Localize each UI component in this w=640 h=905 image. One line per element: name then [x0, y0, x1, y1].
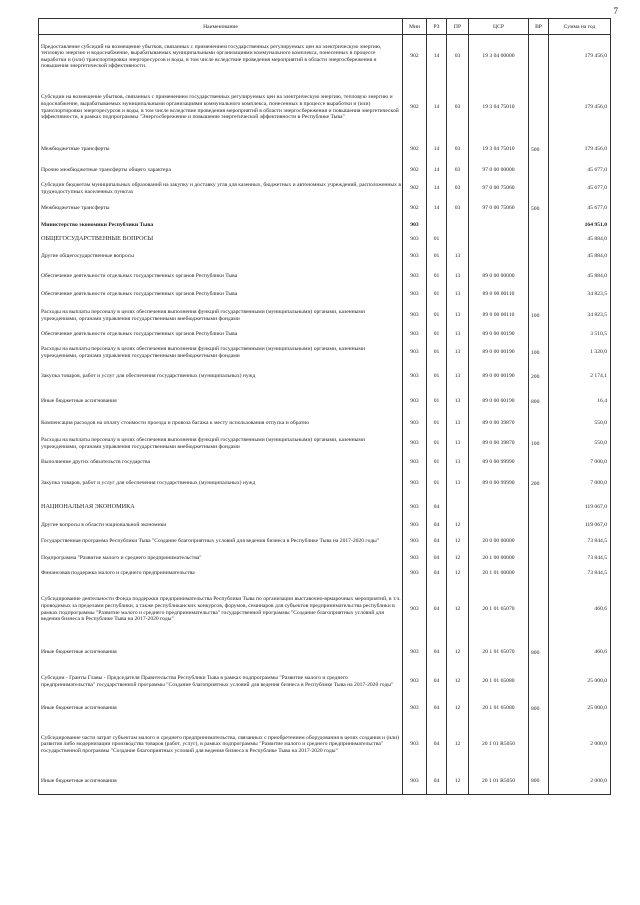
cell-rz: 04 [427, 519, 447, 533]
cell-vr: 800 [529, 697, 549, 721]
cell-min: 903 [403, 697, 427, 721]
cell-name: НАЦИОНАЛЬНАЯ ЭКОНОМИКА [39, 497, 403, 519]
cell-rz: 01 [427, 341, 447, 365]
cell-min: 903 [403, 497, 427, 519]
cell-vr [529, 519, 549, 533]
table-row [39, 163, 611, 179]
cell-csr [469, 497, 529, 519]
header-sum: Сумма на год [549, 19, 611, 35]
cell-pr: 12 [447, 551, 469, 567]
cell-rz: 04 [427, 697, 447, 721]
cell-sum: 7 000,0 [549, 455, 611, 471]
cell-csr: 19 3 04 75010 [469, 137, 529, 163]
cell-name: Межбюджетные трансферты [39, 199, 403, 219]
cell-vr [529, 329, 549, 341]
cell-sum: 45 884,0 [549, 247, 611, 267]
cell-pr: 13 [447, 329, 469, 341]
cell-sum: 179 456,0 [549, 35, 611, 79]
cell-rz: 01 [427, 415, 447, 433]
cell-vr: 100 [529, 303, 549, 329]
cell-sum: 164 951,0 [549, 219, 611, 233]
cell-name: Прочие межбюджетные трансферты общего характера [39, 163, 403, 179]
cell-rz: 14 [427, 137, 447, 163]
budget-table [38, 18, 611, 795]
cell-sum: 3 510,5 [549, 329, 611, 341]
table-row [39, 433, 611, 455]
cell-csr: 89 0 00 99990 [469, 471, 529, 497]
cell-rz [427, 219, 447, 233]
page-number: 7 [613, 6, 618, 16]
cell-pr: 13 [447, 303, 469, 329]
cell-vr [529, 79, 549, 137]
table-header-row [39, 19, 611, 35]
cell-min: 902 [403, 35, 427, 79]
header-rz: РЗ [427, 19, 447, 35]
table-row [39, 35, 611, 79]
cell-name: Иные бюджетные ассигнования [39, 639, 403, 667]
cell-csr: 97 0 00 75060 [469, 179, 529, 199]
cell-pr: 13 [447, 389, 469, 415]
cell-vr: 200 [529, 471, 549, 497]
cell-min: 903 [403, 365, 427, 389]
cell-rz: 04 [427, 721, 447, 769]
cell-csr [469, 247, 529, 267]
cell-csr: 89 0 00 00110 [469, 287, 529, 303]
header-name: Наименование [39, 19, 403, 35]
cell-min: 903 [403, 433, 427, 455]
cell-rz: 01 [427, 471, 447, 497]
cell-vr [529, 721, 549, 769]
cell-vr [529, 533, 549, 551]
cell-csr: 20 1 01 65070 [469, 581, 529, 639]
cell-name: Субсидии - Гранты Главы - Председателя Правительства Республики Тыва в рамках подпрограммы "Развитие малого и среднего предпринимательства" государственной программы "Создание благоприятных условий для ведения бизнеса в Республике Тыва на 2017-2020 годы" [39, 667, 403, 697]
cell-sum: 34 823,5 [549, 287, 611, 303]
cell-rz: 14 [427, 79, 447, 137]
cell-name: Расходы на выплаты персоналу в целях обеспечения выполнения функций государственными (муниципальными) органами, казенными учреждениями, органами управления государственными внебюджетными фондами [39, 341, 403, 365]
header-vr: ВР [529, 19, 549, 35]
table-row [39, 639, 611, 667]
cell-rz: 14 [427, 35, 447, 79]
cell-min: 903 [403, 341, 427, 365]
cell-pr [447, 233, 469, 247]
cell-vr: 200 [529, 365, 549, 389]
cell-name: ОБЩЕГОСУДАРСТВЕННЫЕ ВОПРОСЫ [39, 233, 403, 247]
cell-sum: 119 067,0 [549, 519, 611, 533]
cell-name: Субсидирование деятельности Фонда поддержки предпринимательства Республики Тыва по организации выставочно-ярмарочных мероприятий, в т.ч. проводимых за пределами республики, а также республиканских конкурсов, форумов, семинаров для субъектов предпринимательства республики в рамках подпрограммы "Развитие малого и среднего предпринимательства" государственной программы "Создание благоприятных условий для ведения бизнеса в Республике Тыва на 2017-2020 годы" [39, 581, 403, 639]
cell-sum: 1 320,0 [549, 341, 611, 365]
table-row [39, 567, 611, 581]
cell-min: 903 [403, 267, 427, 287]
cell-sum: 2 000,0 [549, 721, 611, 769]
cell-vr: 800 [529, 769, 549, 795]
cell-vr [529, 415, 549, 433]
cell-rz: 04 [427, 567, 447, 581]
table-row [39, 769, 611, 795]
cell-min: 903 [403, 415, 427, 433]
cell-min: 903 [403, 567, 427, 581]
cell-vr [529, 163, 549, 179]
cell-rz: 04 [427, 639, 447, 667]
cell-vr [529, 455, 549, 471]
cell-rz: 14 [427, 179, 447, 199]
cell-min: 903 [403, 551, 427, 567]
table-row [39, 233, 611, 247]
table-row [39, 267, 611, 287]
cell-csr: 89 0 00 39870 [469, 415, 529, 433]
cell-rz: 01 [427, 247, 447, 267]
cell-sum: 25 000,0 [549, 667, 611, 697]
cell-name: Иные бюджетные ассигнования [39, 769, 403, 795]
cell-rz: 01 [427, 389, 447, 415]
cell-csr: 89 0 00 00190 [469, 341, 529, 365]
cell-pr: 03 [447, 137, 469, 163]
cell-pr: 12 [447, 721, 469, 769]
cell-csr: 89 0 00 00000 [469, 267, 529, 287]
cell-vr [529, 219, 549, 233]
cell-min: 903 [403, 219, 427, 233]
cell-csr: 20 1 01 65080 [469, 667, 529, 697]
cell-rz: 04 [427, 667, 447, 697]
cell-vr: 100 [529, 341, 549, 365]
cell-rz: 04 [427, 533, 447, 551]
cell-min: 903 [403, 247, 427, 267]
cell-csr: 20 1 01 R5050 [469, 721, 529, 769]
cell-pr: 13 [447, 287, 469, 303]
table-row [39, 79, 611, 137]
cell-csr: 20 0 00 00000 [469, 533, 529, 551]
cell-name: Компенсация расходов на оплату стоимости проезда и провоза багажа к месту использования отпуска и обратно [39, 415, 403, 433]
cell-name: Другие вопросы в области национальной экономики [39, 519, 403, 533]
cell-csr: 89 0 00 99990 [469, 455, 529, 471]
cell-min: 903 [403, 519, 427, 533]
cell-pr: 03 [447, 163, 469, 179]
cell-pr: 03 [447, 79, 469, 137]
cell-min: 903 [403, 389, 427, 415]
cell-sum: 179 456,0 [549, 79, 611, 137]
cell-sum: 7 000,0 [549, 471, 611, 497]
cell-sum: 119 067,0 [549, 497, 611, 519]
cell-pr: 12 [447, 667, 469, 697]
cell-sum: 45 884,0 [549, 267, 611, 287]
cell-min: 902 [403, 199, 427, 219]
cell-csr: 89 0 00 39870 [469, 433, 529, 455]
cell-vr: 500 [529, 137, 549, 163]
cell-sum: 2 174,1 [549, 365, 611, 389]
header-pr: ПР [447, 19, 469, 35]
cell-pr: 12 [447, 533, 469, 551]
cell-name: Государственная программа Республики Тыва "Создание благоприятных условий для ведения бизнеса в Республике Тыва на 2017-2020 годы" [39, 533, 403, 551]
cell-name: Обеспечение деятельности отдельных государственных органов Республики Тыва [39, 267, 403, 287]
cell-vr [529, 233, 549, 247]
cell-pr: 13 [447, 415, 469, 433]
cell-pr: 13 [447, 247, 469, 267]
table-row [39, 697, 611, 721]
cell-vr [529, 287, 549, 303]
cell-min: 903 [403, 667, 427, 697]
cell-name: Обеспечение деятельности отдельных государственных органов Республики Тыва [39, 329, 403, 341]
cell-name: Расходы на выплаты персоналу в целях обеспечения выполнения функций государственными (муниципальными) органами, казенными учреждениями, органами управления государственными внебюджетными фондами [39, 433, 403, 455]
cell-rz: 14 [427, 199, 447, 219]
cell-name: Финансовая поддержка малого и среднего предпринимательства [39, 567, 403, 581]
table-row [39, 721, 611, 769]
cell-pr: 13 [447, 365, 469, 389]
cell-sum: 460,6 [549, 639, 611, 667]
cell-csr: 20 1 01 65070 [469, 639, 529, 667]
cell-vr [529, 267, 549, 287]
cell-pr: 13 [447, 267, 469, 287]
table-row [39, 497, 611, 519]
cell-rz: 14 [427, 163, 447, 179]
table-row [39, 303, 611, 329]
cell-name: Закупка товаров, работ и услуг для обеспечения государственных (муниципальных) нужд [39, 365, 403, 389]
cell-name: Выполнение других обязательств государства [39, 455, 403, 471]
cell-rz: 01 [427, 233, 447, 247]
cell-min: 903 [403, 769, 427, 795]
cell-csr: 97 0 00 75060 [469, 199, 529, 219]
cell-pr: 03 [447, 35, 469, 79]
cell-vr: 100 [529, 433, 549, 455]
table-row [39, 471, 611, 497]
table-row [39, 519, 611, 533]
cell-csr: 19 3 04 75010 [469, 79, 529, 137]
cell-rz: 04 [427, 769, 447, 795]
cell-name: Субсидии на возмещение убытков, связанных с применением государственных регулируемых цен на электрическую энергию, тепловую энергию и водоснабжение, вырабатываемых муниципальными организациями коммунального комплекса, понесенных в процессе выработки и (или) транспортировки энергоресурсов и воды, в том числе вследствие проведения мероприятий в области энергосбережения и повышения энергетической эффективности, в рамках подпрограммы "Энергосбережение и повышение энергетической эффективности в Республике Тыва" [39, 79, 403, 137]
table-row [39, 551, 611, 567]
cell-min: 902 [403, 79, 427, 137]
cell-min: 903 [403, 287, 427, 303]
header-min: Мин [403, 19, 427, 35]
cell-vr: 800 [529, 389, 549, 415]
table-row [39, 389, 611, 415]
cell-sum: 550,0 [549, 415, 611, 433]
cell-rz: 04 [427, 551, 447, 567]
cell-vr [529, 35, 549, 79]
cell-rz: 04 [427, 581, 447, 639]
cell-pr: 12 [447, 697, 469, 721]
cell-csr [469, 233, 529, 247]
cell-name: Закупка товаров, работ и услуг для обеспечения государственных (муниципальных) нужд [39, 471, 403, 497]
cell-sum: 550,0 [549, 433, 611, 455]
cell-sum: 73 844,5 [549, 533, 611, 551]
cell-sum: 25 000,0 [549, 697, 611, 721]
cell-min: 903 [403, 455, 427, 471]
cell-rz: 01 [427, 329, 447, 341]
cell-rz: 04 [427, 497, 447, 519]
cell-name: Субсидирование части затрат субъектам малого и среднего предпринимательства, связанных с приобретением оборудования в целях создания и (или) развития либо модернизации производства товаров (работ, услуг), в рамках подпрограммы "Развитие малого и среднего предпринимательства" государственной программы "Создание благоприятных условий для ведения бизнеса в Республике Тыва на 2017-2020 годы" [39, 721, 403, 769]
cell-pr: 03 [447, 179, 469, 199]
table-row [39, 137, 611, 163]
cell-rz: 01 [427, 287, 447, 303]
table-row [39, 329, 611, 341]
cell-pr: 12 [447, 567, 469, 581]
cell-vr [529, 247, 549, 267]
cell-sum: 45 884,0 [549, 233, 611, 247]
cell-rz: 01 [427, 267, 447, 287]
cell-pr: 13 [447, 341, 469, 365]
cell-min: 903 [403, 533, 427, 551]
cell-csr: 20 1 01 00000 [469, 567, 529, 581]
table-row [39, 581, 611, 639]
cell-rz: 01 [427, 365, 447, 389]
table-row [39, 199, 611, 219]
cell-csr: 20 1 01 65080 [469, 697, 529, 721]
cell-name: Обеспечение деятельности отдельных государственных органов Республики Тыва [39, 287, 403, 303]
cell-csr [469, 519, 529, 533]
cell-pr: 12 [447, 581, 469, 639]
cell-min: 903 [403, 303, 427, 329]
cell-min: 902 [403, 137, 427, 163]
cell-pr: 12 [447, 769, 469, 795]
cell-min: 903 [403, 233, 427, 247]
cell-sum: 45 677,0 [549, 199, 611, 219]
cell-pr: 13 [447, 433, 469, 455]
cell-csr: 20 1 00 00000 [469, 551, 529, 567]
cell-min: 903 [403, 721, 427, 769]
cell-rz: 01 [427, 455, 447, 471]
header-csr: ЦСР [469, 19, 529, 35]
cell-sum: 73 844,5 [549, 551, 611, 567]
cell-name: Расходы на выплаты персоналу в целях обеспечения выполнения функций государственными (муниципальными) органами, казенными учреждениями, органами управления государственными внебюджетными фондами [39, 303, 403, 329]
cell-vr: 800 [529, 639, 549, 667]
cell-name: Другие общегосударственные вопросы [39, 247, 403, 267]
cell-min: 903 [403, 471, 427, 497]
cell-sum: 34 823,5 [549, 303, 611, 329]
table-row [39, 341, 611, 365]
table-row [39, 533, 611, 551]
cell-vr [529, 497, 549, 519]
cell-sum: 179 456,0 [549, 137, 611, 163]
cell-min: 902 [403, 163, 427, 179]
cell-rz: 01 [427, 303, 447, 329]
cell-sum: 2 000,0 [549, 769, 611, 795]
cell-csr: 89 0 00 00110 [469, 303, 529, 329]
table-row [39, 179, 611, 199]
cell-csr: 20 1 01 R5050 [469, 769, 529, 795]
cell-name: Субсидии бюджетам муниципальных образований на закупку и доставку угля для казенных, бюджетных и автономных учреждений, расположенных в труднодоступных населенных пунктах [39, 179, 403, 199]
cell-sum: 45 677,0 [549, 179, 611, 199]
table-row [39, 455, 611, 471]
table-row [39, 219, 611, 233]
table-row [39, 247, 611, 267]
cell-sum: 45 677,0 [549, 163, 611, 179]
cell-csr: 89 0 00 00190 [469, 389, 529, 415]
cell-name: Иные бюджетные ассигнования [39, 389, 403, 415]
cell-vr [529, 551, 549, 567]
cell-sum: 73 844,5 [549, 567, 611, 581]
cell-vr [529, 179, 549, 199]
cell-vr [529, 567, 549, 581]
cell-vr [529, 667, 549, 697]
cell-min: 903 [403, 639, 427, 667]
cell-name: Министерство экономики Республики Тыва [39, 219, 403, 233]
cell-pr: 12 [447, 519, 469, 533]
cell-min: 903 [403, 581, 427, 639]
cell-min: 902 [403, 179, 427, 199]
cell-name: Подпрограмма "Развитие малого и среднего предпринимательства" [39, 551, 403, 567]
table-row [39, 667, 611, 697]
cell-name: Предоставление субсидий на возмещение убытков, связанных с применением государственных регулируемых цен на электрическую энергию, тепловую энергию и водоснабжение, вырабатываемых муниципальными организациями коммунального комплекса, понесенных в процессе выработки и (или) транспортировки энергоресурсов и воды, в том числе вследствие проведения мероприятий в области энергосбережения и повышения энергетической эффективности. [39, 35, 403, 79]
cell-pr: 03 [447, 199, 469, 219]
cell-pr [447, 219, 469, 233]
cell-pr: 12 [447, 639, 469, 667]
cell-csr [469, 219, 529, 233]
cell-vr: 500 [529, 199, 549, 219]
cell-csr: 19 3 04 00000 [469, 35, 529, 79]
table-row [39, 287, 611, 303]
cell-sum: 16,4 [549, 389, 611, 415]
cell-pr: 13 [447, 455, 469, 471]
cell-min: 903 [403, 329, 427, 341]
cell-pr: 13 [447, 471, 469, 497]
cell-vr [529, 581, 549, 639]
cell-csr: 97 0 00 00000 [469, 163, 529, 179]
table-body [39, 35, 611, 795]
cell-name: Межбюджетные трансферты [39, 137, 403, 163]
cell-name: Иные бюджетные ассигнования [39, 697, 403, 721]
table-row [39, 365, 611, 389]
cell-pr [447, 497, 469, 519]
cell-rz: 01 [427, 433, 447, 455]
table-row [39, 415, 611, 433]
cell-sum: 460,6 [549, 581, 611, 639]
cell-csr: 89 0 00 00190 [469, 329, 529, 341]
cell-csr: 89 0 00 00190 [469, 365, 529, 389]
